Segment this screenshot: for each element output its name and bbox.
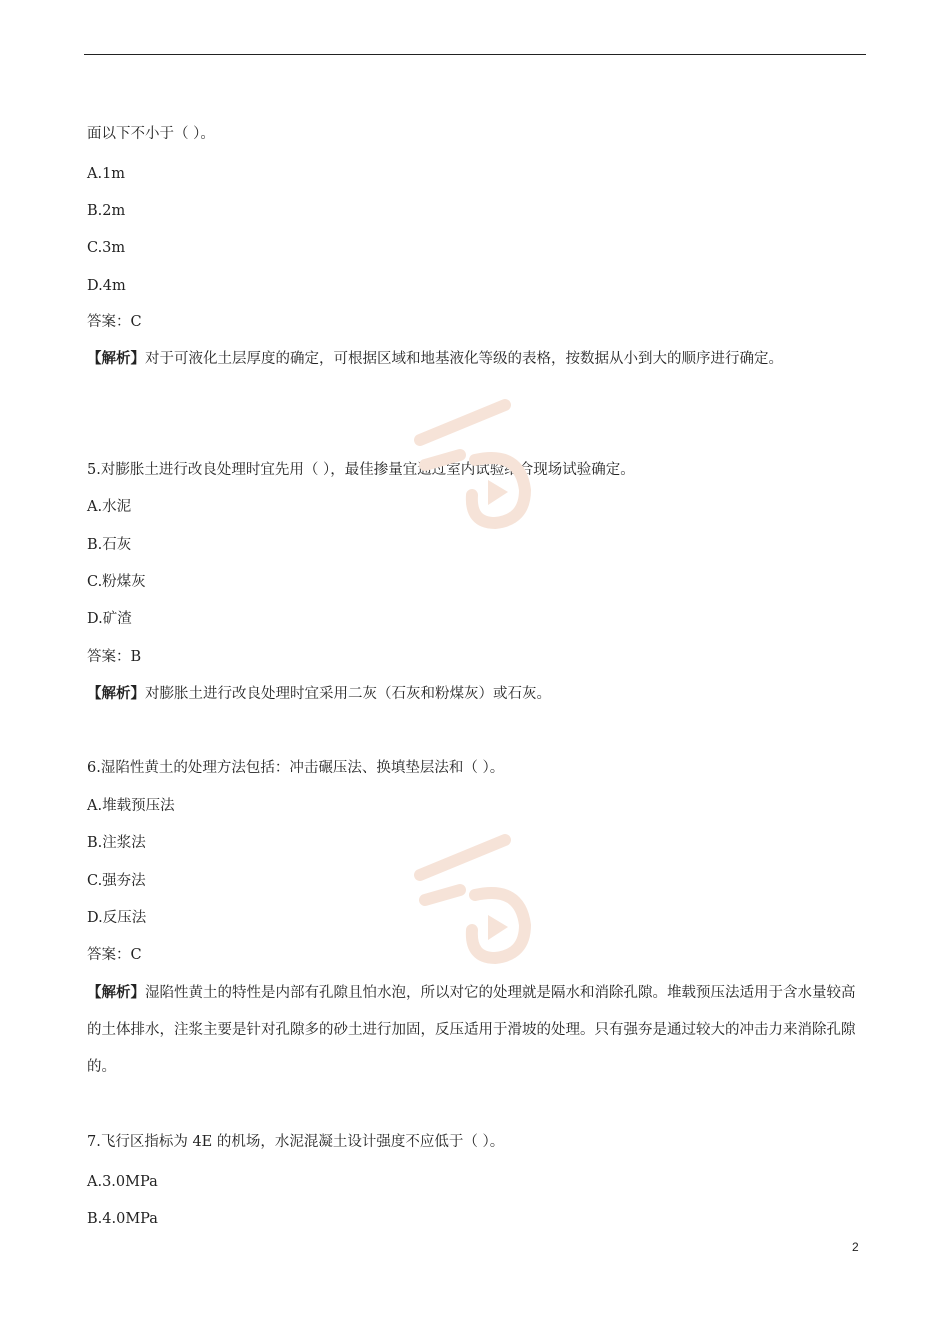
q6-explanation xyxy=(87,974,862,1086)
q4-option-d: D.4m xyxy=(87,278,126,294)
question-7: 7.飞行区指标为 4E 的机场，水泥混凝土设计强度不应低于（ ）。 xyxy=(87,1134,505,1150)
question-5: 5.对膨胀土进行改良处理时宜先用（ ），最佳掺量宜通过室内试验结合现场试验确定。 xyxy=(87,462,635,478)
q7-option-a: A.3.0MPa xyxy=(87,1174,158,1190)
q6-option-a: A.堆载预压法 xyxy=(87,798,175,814)
question-6: 6.湿陷性黄土的处理方法包括：冲击碾压法、换填垫层法和（ ）。 xyxy=(87,760,505,776)
q5-option-a: A.水泥 xyxy=(87,499,132,515)
q6-option-c: C.强夯法 xyxy=(87,873,146,889)
q6-answer: 答案：C xyxy=(87,947,142,963)
q5-answer: 答案：B xyxy=(87,649,142,665)
header-rule xyxy=(84,54,866,55)
q5-option-c: C.粉煤灰 xyxy=(87,574,146,590)
q4-option-b: B.2m xyxy=(87,203,126,219)
q4-answer: 答案：C xyxy=(87,314,142,330)
page-number: 2 xyxy=(852,1240,859,1254)
q5-explanation xyxy=(87,684,551,704)
question-4-continuation: 面以下不小于（ ）。 xyxy=(87,126,215,142)
q4-explanation-tag: 【解析】 xyxy=(87,350,145,367)
q6-explanation-text: 湿陷性黄土的特性是内部有孔隙且怕水泡，所以对它的处理就是隔水和消除孔隙。堆载预压法适用于含水量较高的土体排水，注浆主要是针对孔隙多的砂土进行加固，反压适用于滑坡的处理。只有强夯是通过较大的冲击力来消除孔隙的。 xyxy=(87,985,856,1075)
q5-explanation-text: 对膨胀土进行改良处理时宜采用二灰（石灰和粉煤灰）或石灰。 xyxy=(145,686,551,702)
q4-option-a: A.1m xyxy=(87,166,126,182)
q6-option-d: D.反压法 xyxy=(87,910,147,926)
q5-option-d: D.矿渣 xyxy=(87,611,132,627)
q5-option-b: B.石灰 xyxy=(87,537,132,553)
q4-explanation-text: 对于可液化土层厚度的确定，可根据区域和地基液化等级的表格，按数据从小到大的顺序进行确定。 xyxy=(145,351,783,367)
q4-option-c: C.3m xyxy=(87,240,126,256)
watermark-logo-icon xyxy=(400,395,540,535)
q6-option-b: B.注浆法 xyxy=(87,835,146,851)
watermark-logo-icon xyxy=(400,830,540,970)
q6-explanation-tag: 【解析】 xyxy=(87,984,145,1001)
q5-explanation-tag: 【解析】 xyxy=(87,685,145,702)
q7-option-b: B.4.0MPa xyxy=(87,1211,158,1227)
q4-explanation xyxy=(87,340,862,378)
